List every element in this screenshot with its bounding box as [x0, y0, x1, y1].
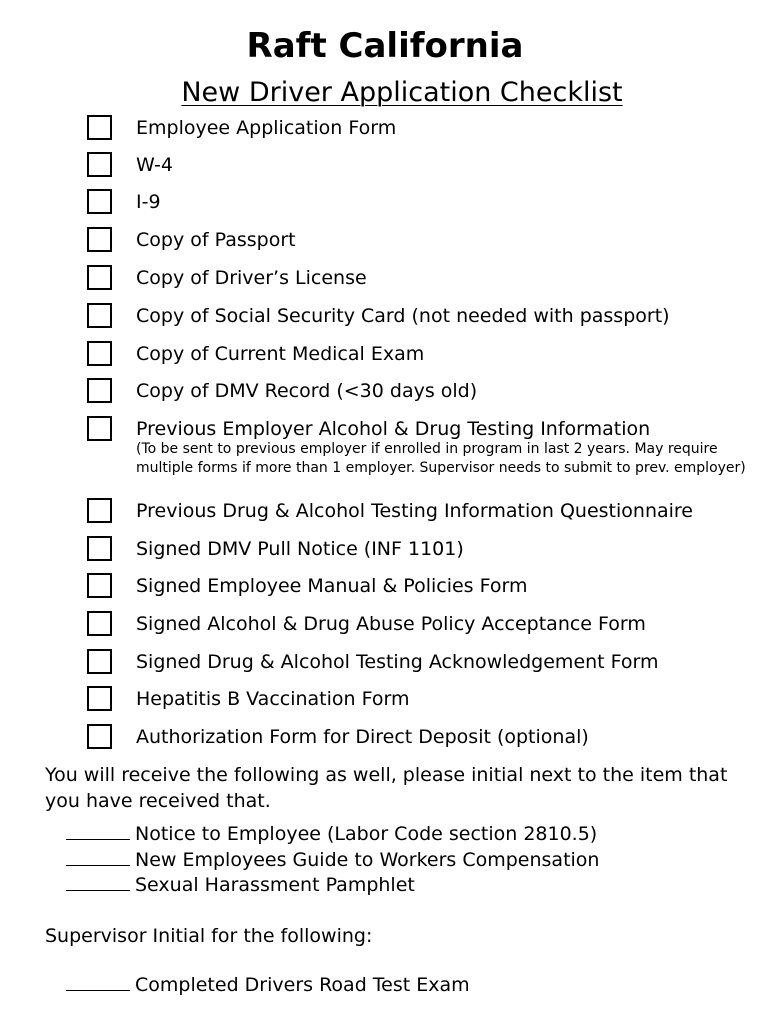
checklist-item-label: W-4	[136, 154, 173, 176]
received-item-label: Sexual Harassment Pamphlet	[135, 874, 415, 896]
checkbox[interactable]	[87, 189, 112, 214]
checklist-item-label: Authorization Form for Direct Deposit (optional)	[136, 726, 589, 748]
received-item	[66, 848, 599, 874]
initial-blank[interactable]	[66, 873, 130, 891]
checklist-item-label: Signed Drug & Alcohol Testing Acknowledgement Form	[136, 651, 659, 673]
checkbox[interactable]	[87, 611, 112, 636]
checkbox[interactable]	[87, 152, 112, 177]
checklist-item-label: Hepatitis B Vaccination Form	[136, 688, 410, 710]
checklist-item-label: Copy of Driver’s License	[136, 267, 367, 289]
received-item-label: New Employees Guide to Workers Compensation	[135, 848, 600, 871]
document-title: Raft California	[246, 26, 524, 66]
checkbox[interactable]	[87, 416, 112, 441]
checklist-item-label: Signed DMV Pull Notice (INF 1101)	[136, 538, 464, 560]
received-item-label: Notice to Employee (Labor Code section 2810.5)	[135, 823, 598, 845]
checklist-item-label: Copy of Current Medical Exam	[136, 343, 425, 365]
checklist-item-label: I-9	[136, 191, 161, 213]
checkbox[interactable]	[87, 724, 112, 749]
checklist-item-label: Previous Employer Alcohol & Drug Testing Information	[136, 418, 651, 440]
checkbox[interactable]	[87, 227, 112, 252]
checkbox[interactable]	[87, 649, 112, 674]
checkbox[interactable]	[87, 536, 112, 561]
checklist-item-label: Copy of Social Security Card (not needed with passport)	[136, 305, 670, 327]
checkbox[interactable]	[87, 115, 112, 140]
checkbox[interactable]	[87, 573, 112, 598]
receive-intro: You will receive the following as well, please initial next to the item that you have received that.	[45, 764, 728, 812]
checkbox[interactable]	[87, 686, 112, 711]
document-subtitle: New Driver Application Checklist	[181, 77, 623, 108]
received-item	[66, 822, 599, 848]
checkbox[interactable]	[87, 341, 112, 366]
initial-blank[interactable]	[66, 848, 130, 866]
supervisor-item	[66, 972, 470, 998]
checkbox[interactable]	[87, 265, 112, 290]
checklist-item-label: Signed Employee Manual & Policies Form	[136, 575, 528, 597]
initial-blank[interactable]	[66, 973, 130, 991]
supervisor-item-label: Completed Drivers Road Test Exam	[135, 974, 470, 996]
checkbox[interactable]	[87, 378, 112, 403]
checklist-item-label: Copy of Passport	[136, 229, 296, 251]
checklist-item-label: Copy of DMV Record (<30 days old)	[136, 380, 478, 402]
initial-blank[interactable]	[66, 822, 130, 840]
checklist-item-label: Previous Drug & Alcohol Testing Information Questionnaire	[136, 500, 693, 522]
supervisor-heading: Supervisor Initial for the following:	[45, 925, 373, 947]
checkbox[interactable]	[87, 498, 112, 523]
checkbox[interactable]	[87, 303, 112, 328]
checklist-item-note: (To be sent to previous employer if enrolled in program in last 2 years. May require multiple forms if more than 1 employer. Supervisor needs to submit to prev. employer)	[136, 441, 746, 476]
checklist-item-label: Employee Application Form	[136, 117, 397, 139]
received-item	[66, 873, 599, 899]
checklist-item-label: Signed Alcohol & Drug Abuse Policy Acceptance Form	[136, 613, 646, 635]
receive-list	[66, 822, 599, 899]
